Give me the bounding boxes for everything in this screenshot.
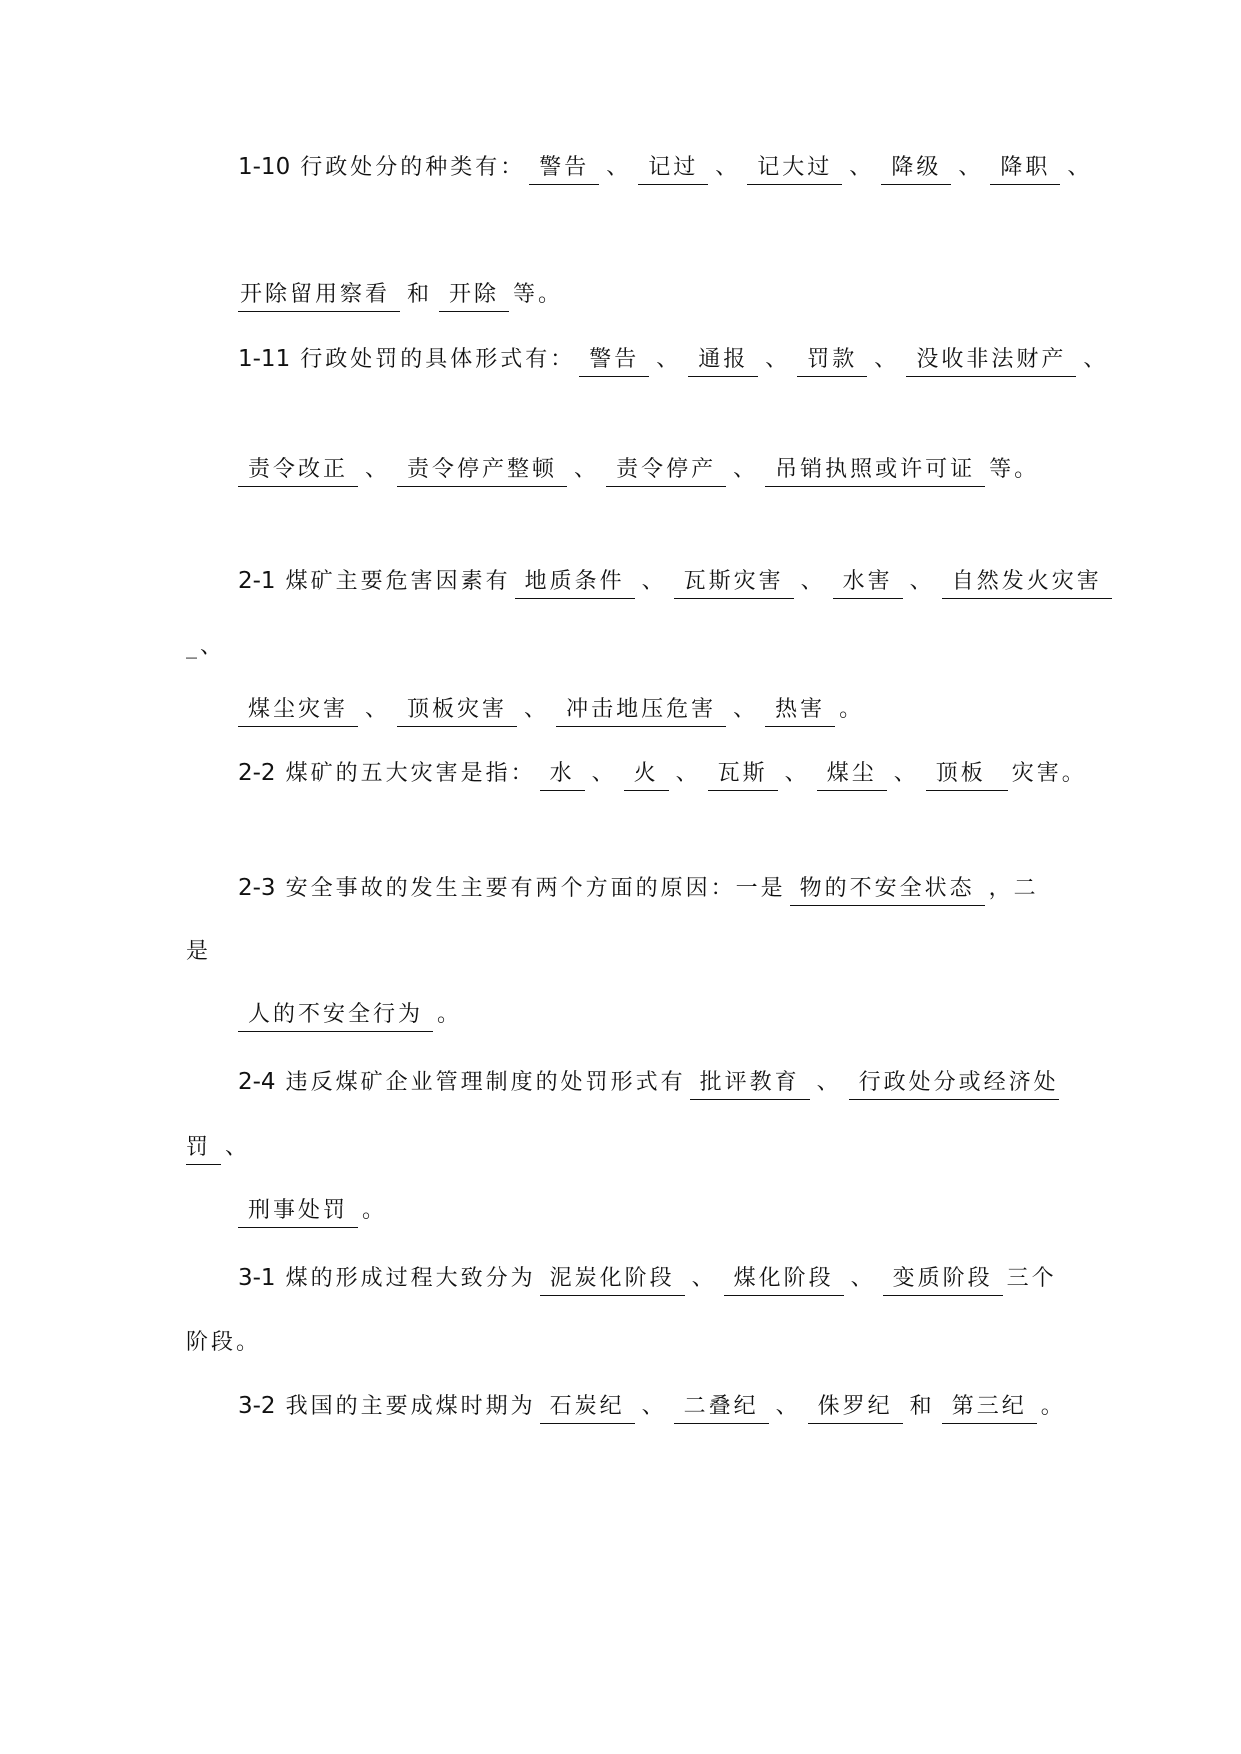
separator: 、: [909, 569, 935, 594]
separator: 、: [675, 761, 701, 786]
answer-blank: 吊销执照或许可证: [765, 455, 985, 487]
separator: 、: [715, 155, 741, 180]
question-number: 3-1: [238, 1265, 276, 1291]
q1-10-line2: [238, 280, 563, 312]
separator: 、: [765, 347, 791, 372]
answer-blank: 自然发火灾害: [942, 567, 1112, 599]
question-number: 3-2: [238, 1393, 276, 1419]
question-prompt: 煤的形成过程大致分为: [285, 1266, 536, 1291]
q2-4-line2: [238, 1196, 387, 1228]
separator: 、: [850, 1266, 876, 1291]
answer-blank: 变质阶段: [883, 1264, 1003, 1296]
answer-blank: 石炭纪: [540, 1392, 635, 1424]
answer-blank: 开除: [439, 280, 509, 312]
separator: 、: [1067, 155, 1093, 180]
answer-blank: 物的不安全状态: [790, 874, 985, 906]
separator: 、: [641, 1394, 667, 1419]
answer-blank: 冲击地压危害: [556, 695, 726, 727]
question-prompt: 行政处罚的具体形式有：: [300, 347, 576, 372]
answer-blank: 降级: [881, 153, 951, 185]
answer-blank: 煤尘灾害: [238, 695, 358, 727]
answer-blank: 通报: [688, 345, 758, 377]
answer-blank: 顶板: [926, 759, 1008, 791]
question-end: 。: [1040, 1394, 1066, 1419]
separator: 、: [524, 697, 550, 722]
answer-blank: 热害: [765, 695, 835, 727]
answer-blank: 责令停产: [606, 455, 726, 487]
answer-blank: 火: [624, 759, 669, 791]
question-prompt: 煤矿主要危害因素有: [285, 569, 511, 594]
answer-blank: 煤尘: [817, 759, 887, 791]
q3-1-wrap: [186, 1328, 261, 1358]
separator: 、: [365, 697, 391, 722]
separator: 、: [365, 457, 391, 482]
answer-blank: 泥炭化阶段: [540, 1264, 685, 1296]
question-end: 。: [362, 1198, 388, 1223]
answer-blank: 警告: [579, 345, 649, 377]
separator: 、: [775, 1394, 801, 1419]
answer-blank: 降职: [990, 153, 1060, 185]
question-prompt: 违反煤矿企业管理制度的处罚形式有: [285, 1070, 686, 1095]
q3-2-line1: [238, 1391, 1066, 1424]
separator: 、: [225, 1135, 251, 1160]
q2-3-wrap: [186, 937, 211, 967]
separator: 、: [733, 697, 759, 722]
answer-blank: 责令改正: [238, 455, 358, 487]
question-suffix: 等。: [513, 282, 564, 307]
separator: 、: [606, 155, 632, 180]
answer-blank: 水: [540, 759, 585, 791]
question-suffix: 等。: [989, 457, 1040, 482]
answer-blank: 顶板灾害: [397, 695, 517, 727]
and-word: 和: [407, 282, 433, 307]
answer-blank: 第三纪: [942, 1392, 1037, 1424]
wrap-text: 是: [186, 939, 212, 964]
separator: 、: [656, 347, 682, 372]
q2-4-line1: [238, 1067, 1063, 1100]
answer-blank: 没收非法财产: [906, 345, 1076, 377]
answer-blank: 记过: [638, 153, 708, 185]
question-number: 1-11: [238, 346, 291, 372]
question-number: 2-2: [238, 760, 276, 786]
answer-blank: 警告: [529, 153, 599, 185]
answer-blank: 地质条件: [515, 567, 635, 599]
answer-blank: 人的不安全行为: [238, 1000, 433, 1032]
separator: 、: [800, 569, 826, 594]
question-suffix: 灾害。: [1011, 761, 1087, 786]
separator: 、: [958, 155, 984, 180]
answer-blank: 刑事处罚: [238, 1196, 358, 1228]
answer-blank: 水害: [833, 567, 903, 599]
separator: 、: [591, 761, 617, 786]
question-number: 1-10: [238, 154, 291, 180]
question-prompt: 我国的主要成煤时期为: [285, 1394, 536, 1419]
q2-1-line2: [238, 695, 864, 727]
separator: 、: [574, 457, 600, 482]
separator: 、: [691, 1266, 717, 1291]
q1-11-line2: [238, 455, 1039, 487]
question-mid: ，二: [988, 876, 1039, 901]
separator: 、: [816, 1070, 842, 1095]
answer-blank: 煤化阶段: [724, 1264, 844, 1296]
question-number: 2-3: [238, 875, 276, 901]
answer-blank: 罚款: [797, 345, 867, 377]
separator: 、: [641, 569, 667, 594]
q2-2-line1: [238, 758, 1087, 791]
q2-4-wrap: [186, 1133, 250, 1165]
question-prompt: 行政处分的种类有：: [300, 155, 526, 180]
separator: 、: [893, 761, 919, 786]
answer-blank: 瓦斯灾害: [674, 567, 794, 599]
q2-1-line1: [238, 566, 1116, 599]
separator: 、: [784, 761, 810, 786]
answer-blank: 记大过: [747, 153, 842, 185]
separator: 、: [733, 457, 759, 482]
and-word: 和: [909, 1394, 935, 1419]
answer-blank: 罚: [186, 1133, 221, 1165]
q2-3-line1: [238, 873, 1039, 906]
question-number: 2-4: [238, 1069, 276, 1095]
q2-3-line2: [238, 1000, 462, 1032]
q2-1-wrap: [186, 632, 225, 662]
question-end: 。: [437, 1002, 463, 1027]
answer-blank: 侏罗纪: [808, 1392, 903, 1424]
question-number: 2-1: [238, 568, 276, 594]
q1-11-line1: [238, 344, 1111, 377]
answer-blank: 行政处分或经济处: [849, 1068, 1059, 1100]
question-prompt: 安全事故的发生主要有两个方面的原因：一是: [285, 876, 786, 901]
separator: 、: [874, 347, 900, 372]
separator: 、: [849, 155, 875, 180]
wrap-mark: _、: [186, 634, 226, 659]
wrap-text: 阶段。: [186, 1330, 262, 1355]
answer-blank: 责令停产整顿: [397, 455, 567, 487]
separator: 、: [1083, 347, 1109, 372]
answer-blank: 批评教育: [690, 1068, 810, 1100]
question-suffix: 三个: [1006, 1266, 1057, 1291]
q3-1-line1: [238, 1263, 1057, 1296]
answer-blank: 开除留用察看: [238, 280, 400, 312]
question-end: 。: [839, 697, 865, 722]
q1-10-line1: [238, 152, 1095, 185]
answer-blank: 瓦斯: [708, 759, 778, 791]
question-prompt: 煤矿的五大灾害是指：: [285, 761, 536, 786]
answer-blank: 二叠纪: [674, 1392, 769, 1424]
